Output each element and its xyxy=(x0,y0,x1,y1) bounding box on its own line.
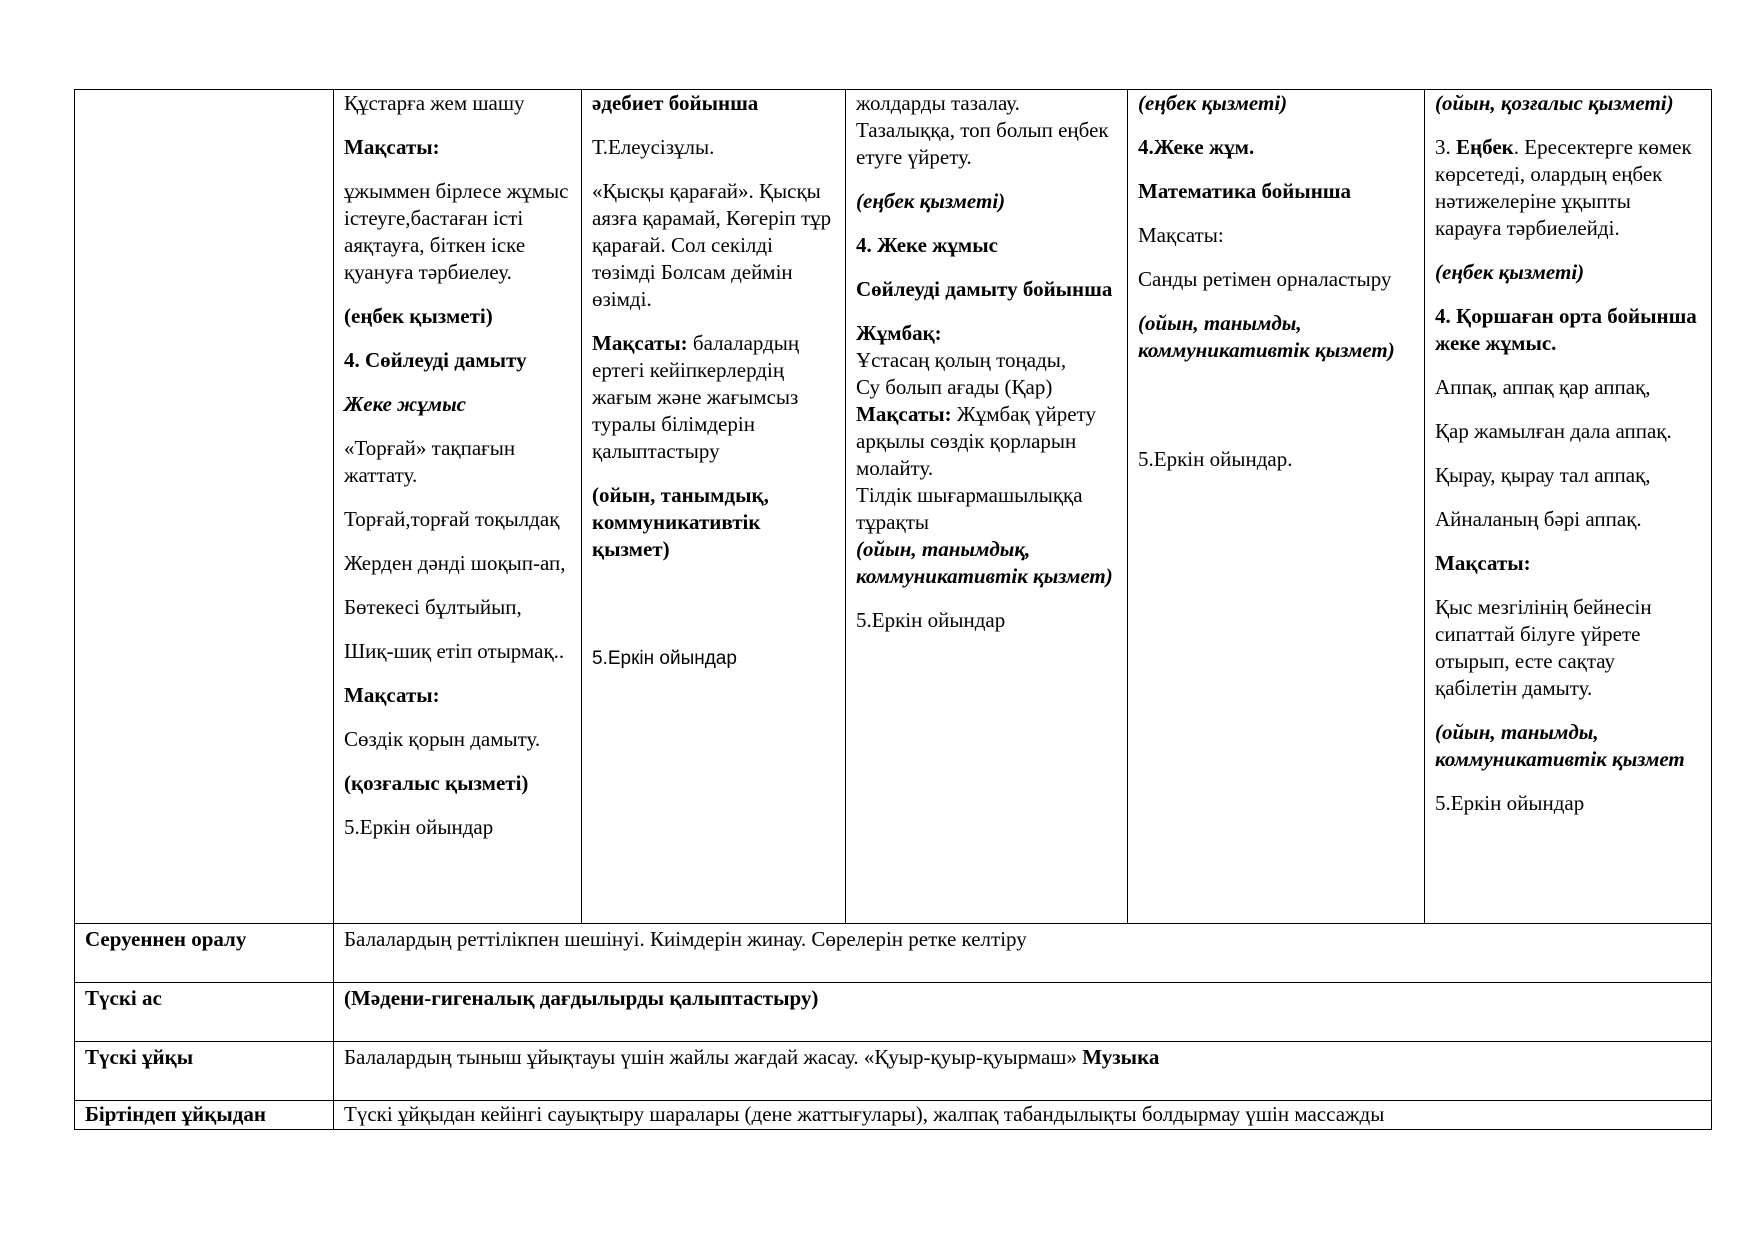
cell-paragraph: (еңбек қызметі) xyxy=(1138,91,1288,115)
cell-paragraph: 5.Еркін ойындар. xyxy=(1138,447,1293,471)
cell-paragraph: Жұмбақ: xyxy=(856,321,942,345)
table-row-wakeup xyxy=(75,1101,1712,1130)
cell-paragraph: Шиқ-шиқ етіп отырмақ.. xyxy=(344,639,565,663)
cell-paragraph: Тілдік шығармашылыққа тұрақты xyxy=(856,483,1083,534)
lead-text: балалардың ертегі кейіпкерлердің жағым және жағымсыз туралы білімдерін қалыптастыру xyxy=(592,331,800,463)
cell-paragraph: Аппақ, аппақ қар аппақ, xyxy=(1435,375,1651,399)
cell-paragraph: Торғай,торғай тоқылдақ xyxy=(344,507,560,531)
cell-col5 xyxy=(1128,90,1425,924)
row-label: Түскі ұйқы xyxy=(75,1042,334,1101)
cell-paragraph: (ойын, танымды, коммуникативтік қызмет) xyxy=(1138,311,1395,362)
cell-paragraph xyxy=(592,584,835,624)
cell-paragraph: Т.Елеусізұлы. xyxy=(592,135,715,159)
cell-paragraph xyxy=(592,330,835,465)
row-label: Серуеннен оралу xyxy=(75,924,334,983)
cell-paragraph: 4. Сөйлеуді дамыту xyxy=(344,348,527,372)
row-text xyxy=(334,1042,1712,1101)
cell-paragraph: Бөтекесі бұлтыйып, xyxy=(344,595,522,619)
row-text-bold: Музыка xyxy=(1082,1045,1160,1069)
cell-paragraph: (еңбек қызметі) xyxy=(344,304,493,328)
cell-col6 xyxy=(1425,90,1712,924)
lead-text: Жұмбақ үйрету арқылы сөздік қорларын молайту. xyxy=(856,402,1096,480)
cell-col3 xyxy=(582,90,846,924)
cell-paragraph: Су болып ағады (Қар) xyxy=(856,375,1053,399)
cell-paragraph: Қар жамылған дала аппақ. xyxy=(1435,419,1672,443)
cell-paragraph: (ойын, танымды, коммуникативтік қызмет xyxy=(1435,720,1685,771)
cell-paragraph: 5.Еркін ойындар xyxy=(592,648,737,669)
row-text: (Мәдени-гигеналық дағдылырды қалыптастыру) xyxy=(334,983,1712,1042)
cell-paragraph: «Қысқы қарағай». Қысқы аязға қарамай, Көгеріп тұр қарағай. Сол секілді төзімді Болсам деймін өзімді. xyxy=(592,179,832,311)
table-row-nap xyxy=(75,1042,1712,1101)
cell-paragraph: Қыс мезгілінің бейнесін сипаттай білуге үйрете отырып, есте сақтау қабілетін дамыту. xyxy=(1435,595,1652,700)
cell-paragraph: Жеке жұмыс xyxy=(344,392,466,416)
cell-paragraph: (еңбек қызметі) xyxy=(1435,260,1585,284)
row-label: Түскі ас xyxy=(75,983,334,1042)
cell-paragraph: (еңбек қызметі) xyxy=(856,189,1006,213)
cell-paragraph: 4. Жеке жұмыс xyxy=(856,233,998,257)
row-label: Біртіндеп ұйқыдан xyxy=(75,1101,334,1130)
cell-paragraph: 5.Еркін ойындар xyxy=(856,608,1006,632)
cell-paragraph xyxy=(856,401,1117,482)
table-row-lunch xyxy=(75,983,1712,1042)
cell-paragraph: (қозғалыс қызметі) xyxy=(344,771,529,795)
cell-paragraph: Санды ретімен орналастыру xyxy=(1138,267,1392,291)
activity-row xyxy=(75,90,1712,924)
cell-paragraph: Мақсаты: xyxy=(1435,551,1531,575)
row-text: Балалардың реттілікпен шешінуі. Киімдерін жинау. Сөрелерін ретке келтіру xyxy=(334,924,1712,983)
daily-plan-table xyxy=(74,89,1712,1130)
cell-paragraph: 5.Еркін ойындар xyxy=(1435,791,1585,815)
cell-paragraph: Мақсаты: xyxy=(344,683,440,707)
item-text: . Ересектерге көмек көрсетеді, олардың еңбек нәтижелеріне ұқыпты карауға тәрбиелейді. xyxy=(1435,135,1692,240)
cell-paragraph: әдебиет бойынша xyxy=(592,91,759,115)
cell-paragraph: (ойын, танымдық, коммуникативтік қызмет) xyxy=(856,537,1113,588)
cell-paragraph: 4.Жеке жұм. xyxy=(1138,135,1255,159)
cell-paragraph: Сөйлеуді дамыту бойынша xyxy=(856,277,1113,301)
cell-col4 xyxy=(846,90,1128,924)
cell-paragraph: «Торғай» тақпағын жаттату. xyxy=(344,436,516,487)
cell-paragraph: Құстарға жем шашу xyxy=(344,91,525,115)
cell-paragraph: (ойын, қозғалыс қызметі) xyxy=(1435,91,1674,115)
cell-paragraph: (ойын, танымдық, коммуникативтік қызмет) xyxy=(592,483,769,561)
cell-paragraph: жолдарды тазалау. Тазалыққа, топ болып еңбек етуге үйрету. xyxy=(856,91,1109,169)
row-text: Түскі ұйқыдан кейінгі сауықтыру шаралары (дене жаттығулары), жалпақ табандылықты болдырмау үшін массажды xyxy=(334,1101,1712,1130)
cell-paragraph: Мақсаты: xyxy=(1138,223,1224,247)
item-number: 3. xyxy=(1435,135,1456,159)
cell-paragraph: Математика бойынша xyxy=(1138,179,1352,203)
cell-paragraph: 4. Қоршаған орта бойынша жеке жұмыс. xyxy=(1435,304,1697,355)
empty-label-cell xyxy=(75,90,334,924)
cell-paragraph: 5.Еркін ойындар xyxy=(344,815,494,839)
cell-paragraph: Жерден дәнді шоқып-ап, xyxy=(344,551,566,575)
cell-paragraph: Мақсаты: xyxy=(344,135,440,159)
cell-paragraph: Ұстасаң қолың тоңады, xyxy=(856,348,1067,372)
cell-paragraph: Қырау, қырау тал аппақ, xyxy=(1435,463,1651,487)
row-text-main: Балалардың тыныш ұйықтауы үшін жайлы жағдай жасау. «Қуыр-қуыр-қуырмаш» xyxy=(344,1045,1083,1069)
table-row-return-walk xyxy=(75,924,1712,983)
cell-paragraph xyxy=(1435,134,1701,242)
cell-paragraph xyxy=(1138,385,1414,425)
cell-col2 xyxy=(334,90,582,924)
cell-paragraph: Айналаның бәрі аппақ. xyxy=(1435,507,1642,531)
lead-label: Мақсаты: xyxy=(592,331,688,355)
cell-paragraph: ұжыммен бірлесе жұмыс істеуге,бастаған істі аяқтауға, біткен іске қуануға тәрбиелеу. xyxy=(344,179,569,284)
lead-label: Мақсаты: xyxy=(856,402,952,426)
item-heading: Еңбек xyxy=(1456,135,1514,159)
cell-paragraph: Сөздік қорын дамыту. xyxy=(344,727,541,751)
